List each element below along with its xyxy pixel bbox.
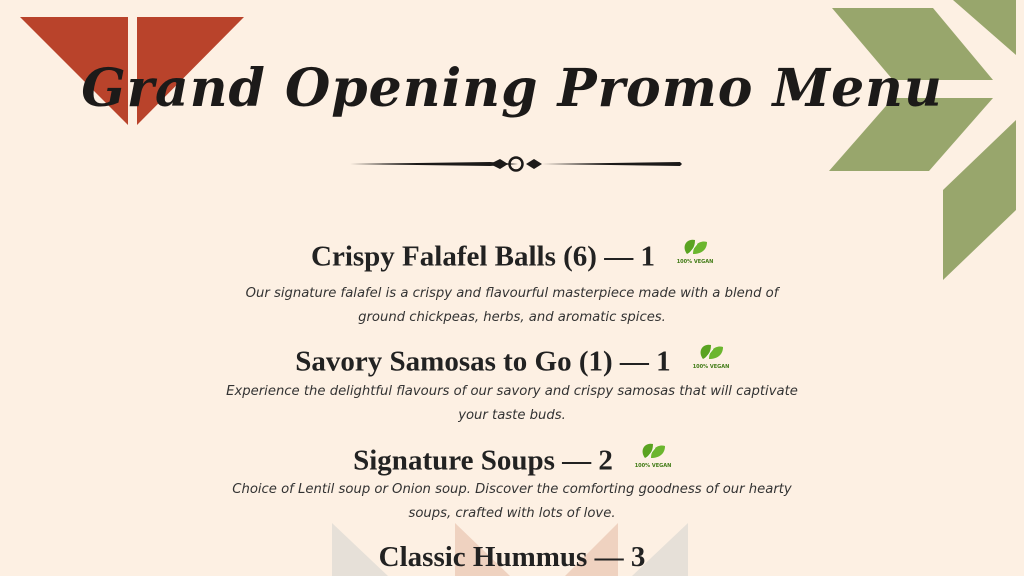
menu-item-description: Our signature falafel is a crispy and flavourful masterpiece made with a blend of ground chickpeas, herbs, and aromatic spices. — [245, 286, 779, 325]
menu-item-description: Experience the delightful flavours of our savory and crispy samosas that will captivate your taste buds. — [226, 384, 798, 423]
item-name-text: Crispy Falafel Balls (6) — 1 — [311, 240, 655, 273]
vegan-leaf-icon — [635, 438, 671, 476]
menu-item-name — [0, 240, 1024, 278]
vegan-leaf-icon — [693, 339, 729, 377]
vegan-label: 100% VEGAN — [692, 364, 729, 369]
menu-item-description: Choice of Lentil soup or Onion soup. Discover the comforting goodness of our hearty soups, crafted with lots of love. — [232, 482, 792, 521]
menu-title: Grand Opening Promo Menu — [81, 58, 943, 119]
menu-item-name — [0, 444, 1024, 482]
vegan-label: 100% VEGAN — [676, 259, 713, 264]
menu-item-name — [0, 541, 1024, 574]
menu-item-name — [0, 345, 1024, 383]
item-name-text: Classic Hummus — 3 — [378, 541, 646, 573]
item-name-text: Signature Soups — 2 — [353, 444, 613, 477]
vegan-label: 100% VEGAN — [634, 463, 671, 468]
vegan-leaf-icon — [677, 234, 713, 272]
ornamental-divider — [350, 152, 682, 176]
item-name-text: Savory Samosas to Go (1) — 1 — [295, 345, 671, 378]
